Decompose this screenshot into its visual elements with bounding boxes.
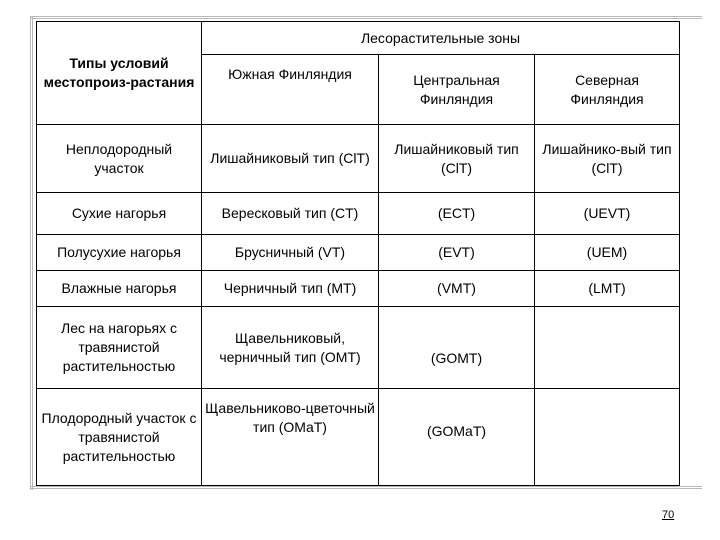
row-label: Сухие нагорья xyxy=(37,193,202,235)
cell-central: (EVT) xyxy=(379,235,535,271)
cell-south: Лишайниковый тип (ClT) xyxy=(202,125,379,193)
forest-zones-table xyxy=(36,21,680,486)
header-growth-conditions: Типы условий местопроиз-растания xyxy=(37,22,202,125)
row-label: Лес на нагорьях с травянистой растительностью xyxy=(37,307,202,389)
cell-south: Брусничный (VT) xyxy=(202,235,379,271)
cell-south: Щавельниково-цветочный тип (OMaT) xyxy=(202,389,379,486)
header-central-finland: Центральная Финляндия xyxy=(379,55,535,125)
row-label: Неплодородный участок xyxy=(37,125,202,193)
decorative-left-line xyxy=(30,16,33,490)
decorative-top-line xyxy=(30,16,702,19)
header-north-finland: Северная Финляндия xyxy=(535,55,680,125)
cell-central: (VMT) xyxy=(379,271,535,307)
table-row xyxy=(37,389,680,486)
table-row xyxy=(37,307,680,389)
cell-north xyxy=(535,389,680,486)
table-row xyxy=(37,271,680,307)
cell-central-text: (GOMT) xyxy=(430,350,483,366)
cell-south: Черничный тип (MT) xyxy=(202,271,379,307)
cell-north: Лишайнико-вый тип (ClT) xyxy=(535,125,680,193)
table-row xyxy=(37,193,680,235)
row-label: Полусухие нагорья xyxy=(37,235,202,271)
table-header-row xyxy=(37,22,680,55)
cell-south: Щавельниковый, черничный тип (OMT) xyxy=(202,307,379,389)
cell-central xyxy=(379,389,535,486)
cell-central: (ECT) xyxy=(379,193,535,235)
page-number: 70 xyxy=(662,509,675,521)
cell-north: (UEVT) xyxy=(535,193,680,235)
cell-north xyxy=(535,307,680,389)
table-row xyxy=(37,235,680,271)
cell-north: (LMT) xyxy=(535,271,680,307)
table-row xyxy=(37,125,680,193)
cell-south: Вересковый тип (CT) xyxy=(202,193,379,235)
header-south-finland: Южная Финляндия xyxy=(202,55,379,125)
row-label: Влажные нагорья xyxy=(37,271,202,307)
cell-central: Лишайниковый тип (ClT) xyxy=(379,125,535,193)
decorative-bottom-line xyxy=(30,486,702,489)
row-label: Плодородный участок с травянистой растительностью xyxy=(37,389,202,486)
cell-central xyxy=(379,307,535,389)
cell-central-text: (GOMaT) xyxy=(426,422,487,439)
header-forest-zones: Лесорастительные зоны xyxy=(202,22,680,55)
cell-north: (UEM) xyxy=(535,235,680,271)
